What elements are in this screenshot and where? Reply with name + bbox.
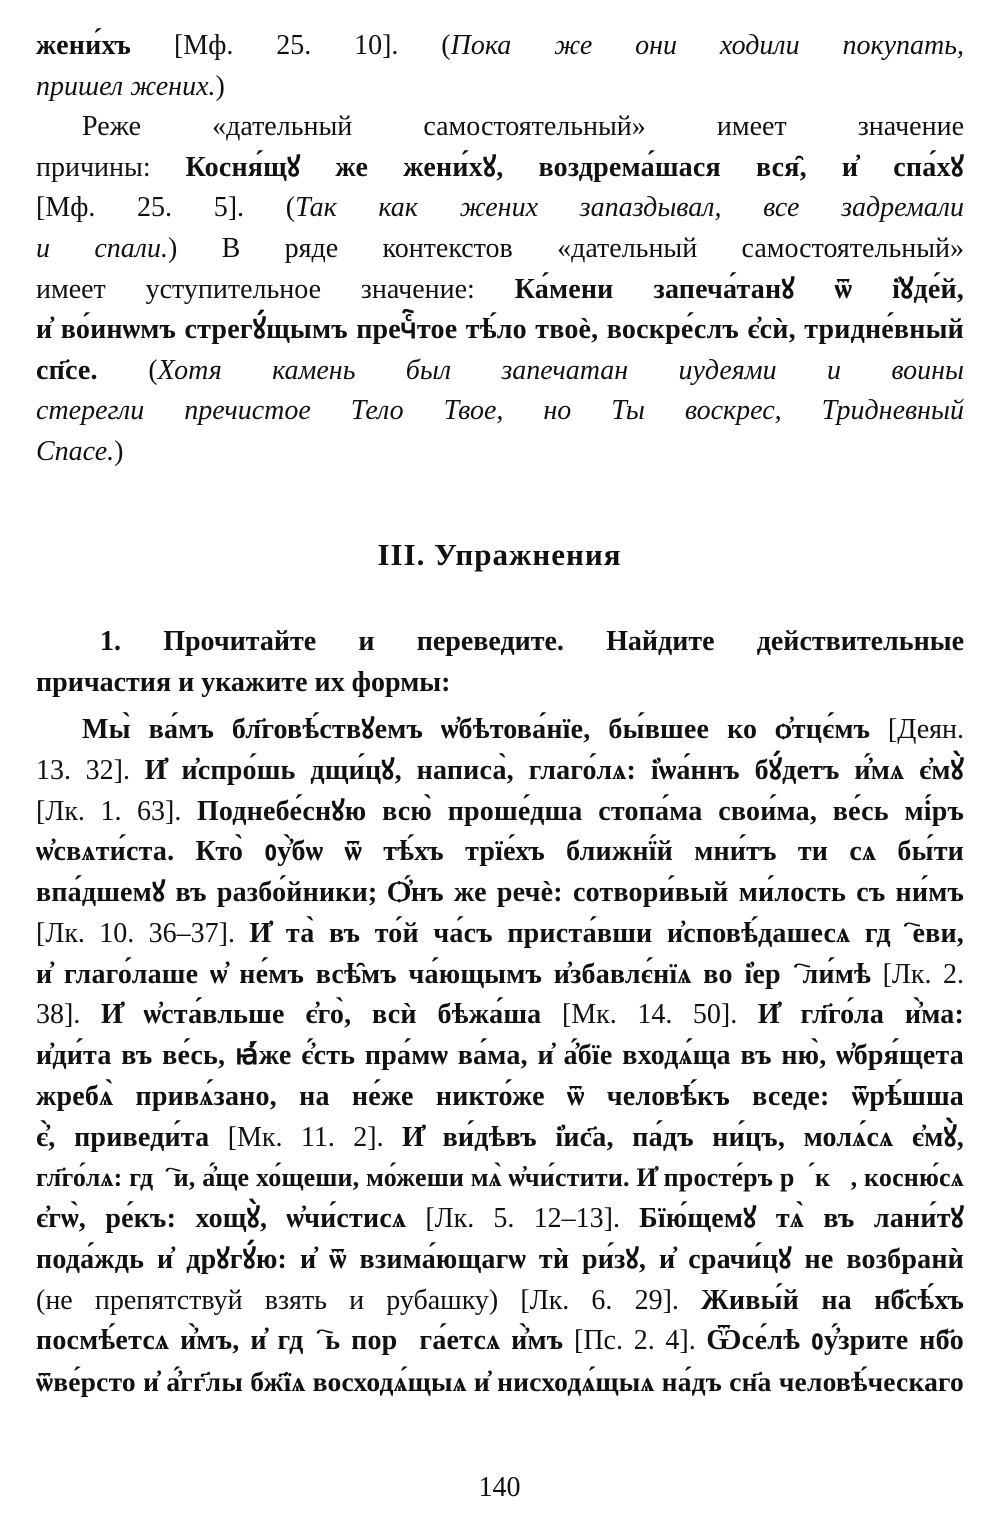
exercise-heading-line: причастия и укажите их формы: [36, 666, 451, 698]
exercise-heading [36, 622, 964, 703]
church-slavonic-fragment: Мы̀ ва́мъ бл҃говѣ́ствꙋемъ ѡ҆бѣтова́нїе, бы́вшее ко ѻ҆тцє́мъ [82, 714, 871, 745]
church-slavonic-fragment: и҆ во́инѡмъ стрегꙋ́щымъ пречⷭ҇тое тѣ́ло твоѐ, воскре́слъ є҆сѝ, тридне́вный [36, 314, 964, 346]
text-line [36, 1118, 964, 1159]
text-fragment: ) В ряде контекстов «дательный самостоятельный» [167, 232, 964, 264]
text-line [36, 1158, 964, 1199]
text-line [36, 914, 964, 955]
text-line [36, 432, 964, 473]
citation: [Мк. 11. 2]. [209, 1121, 403, 1153]
text-line [36, 995, 964, 1036]
citation: [Лк. 2. [871, 958, 965, 990]
exercise-heading-line: 1. Прочитайте и переведите. Найдите действительные [100, 626, 964, 657]
continued-paragraph [36, 26, 964, 473]
church-slavonic-fragment: И҆ ѡ҆ста́вльше є҆го̀, всѝ бѣжа́ша [100, 999, 542, 1031]
text-line [36, 148, 964, 189]
church-slavonic-fragment: ѿве́рсто и҆ а҆́гг҃лы бж҃їѧ восходѧ́щыѧ и҆ нисходѧ́щыѧ на́дъ сн҃а человѣ́ческаго [36, 1366, 964, 1397]
translation-fragment: стерегли пречистое Тело Твое, но Ты воскрес, Тридневный [36, 395, 964, 427]
citation: (не препятствуй взять и рубашку) [Лк. 6. 29]. [36, 1284, 702, 1316]
church-slavonic-fragment: сп҃се. [36, 354, 149, 386]
church-slavonic-fragment: жени́хъ [36, 30, 132, 61]
text-line [36, 710, 964, 751]
translation-fragment: пришел жених. [36, 70, 216, 102]
translation-fragment: Так как жених запаздывал, все задремали [295, 192, 964, 224]
church-slavonic-fragment: жребѧ̀ привѧ́зано, на не́же никто́же ѿ человѣ́къ вседе: ѿрѣ́шша [36, 1080, 964, 1112]
citation: [Мк. 14. 50]. [541, 999, 758, 1031]
text-line [36, 351, 964, 392]
translation-fragment: Спасе. [36, 435, 115, 467]
church-slavonic-fragment: Косня́щꙋ же жени́хꙋ, воздрема́шася вся̑, и҆ спа́хꙋ [185, 151, 964, 183]
section-heading: III. Упражнения [377, 537, 622, 572]
text-line [36, 832, 964, 873]
church-slavonic-fragment: и҆ глаго́лаше ѡ҆ не́мъ всѣ̑мъ ча́ющымъ и҆збавлє́нїѧ во і҆ерⷭ҇ли́мѣ [36, 958, 872, 990]
exercise-text [36, 710, 964, 1403]
citation: [Пс. 2. 4]. [563, 1325, 707, 1357]
text-line [36, 1362, 964, 1403]
text-fragment: [Мф. 25. 5]. ( [36, 192, 296, 224]
church-slavonic-fragment: Бїю́щемꙋ тѧ̀ въ лани́тꙋ [639, 1203, 964, 1234]
church-slavonic-fragment: пода́ждь и҆ дрꙋгꙋ́ю: и҆ ѿ взима́ющагѡ тѝ ри́зꙋ, и҆ срачи́цꙋ не возбранѝ [36, 1243, 964, 1275]
citation: [Деян. [870, 714, 964, 745]
text-fragment: ( [148, 354, 158, 386]
text-line [36, 107, 964, 148]
citation: [Лк. 5. 12–13]. [406, 1203, 640, 1234]
text-line [36, 188, 964, 229]
translation-fragment: и спали. [36, 232, 168, 264]
translation-fragment: Пока же они ходили покупать, [450, 30, 965, 61]
text-line [36, 310, 964, 351]
church-slavonic-fragment: є҆гѡ̀, ре́къ: хощꙋ̀, ѡ҆чи́стисѧ [36, 1203, 407, 1234]
church-slavonic-fragment: Ѿсе́лѣ ᲂу҆́зрите нб҃о [706, 1325, 964, 1357]
text-line [36, 270, 964, 311]
church-slavonic-fragment: впа́дшемꙋ въ разбо́йники; Ѻ҆́нъ же речѐ: сотвори́вый ми́лость съ ни́мъ [36, 877, 964, 908]
text-line [36, 873, 964, 914]
text-line [36, 1077, 964, 1118]
church-slavonic-fragment: Живы́й на нб҃сѣ́хъ [701, 1284, 965, 1316]
text-line [36, 1281, 964, 1322]
text-fragment: Реже «дательный самостоятельный» имеет значение [82, 111, 964, 143]
church-slavonic-fragment: и҆ди́та въ ве́сь, ꙗ҆́же є҆́сть пра́мѡ ва́ма, и҆ а҆́бїе входѧ́ща въ ню̀, ѡ҆бря́щета [36, 1040, 964, 1071]
church-slavonic-fragment: И҆ гл҃го́ла и҆̀ма: [757, 999, 964, 1031]
text-fragment: имеет уступительное значение: [36, 273, 515, 305]
text-line [36, 229, 964, 270]
church-slavonic-fragment: ѡ҆свѧти́ста. Кто̀ ᲂу҆̀бѡ ѿ тѣ́хъ трїе́хъ ближнї́й мни́тъ ти сѧ бы́ти [36, 836, 964, 868]
text-line [36, 751, 964, 792]
church-slavonic-fragment: посмѣ́етсѧ и҆̀мъ, и҆ гдⷭ҇ь порꙋга́етсѧ и҆̀мъ [36, 1325, 564, 1357]
text-line [36, 67, 964, 108]
text-fragment: [Мф. 25. 10]. ( [131, 30, 451, 61]
text-fragment: ) [114, 435, 124, 467]
church-slavonic-fragment: И҆ та̀ въ то́й ча́съ приста́вши и҆сповѣ́дашесѧ гдⷭ҇еви, [249, 917, 964, 949]
citation: 13. 32]. [36, 754, 145, 786]
church-slavonic-fragment: И҆ и҆спро́шь дщи́цꙋ, написа̀, глаго́лѧ: і҆ѡа́ннъ бꙋ́детъ и҆́мѧ є҆мꙋ̀ [144, 754, 964, 786]
church-slavonic-fragment: гл҃го́лѧ: гдⷭ҇и, а҆́ще хо́щеши, мо́жеши мѧ̀ ѡ҆чи́стити. И҆ просте́ръ рꙋ́кꙋ, косню́сѧ [36, 1163, 964, 1193]
church-slavonic-fragment: И҆ ви́дѣвъ і҆ис҃а, па́дъ ни́цъ, молѧ́сѧ є҆мꙋ̀, [402, 1121, 964, 1153]
translation-fragment: Хотя камень был запечатан иудеями и воины [157, 354, 964, 386]
text-line [36, 955, 964, 996]
page-number: 140 [478, 1472, 521, 1503]
text-fragment: причины: [36, 151, 186, 183]
citation: [Лк. 10. 36–37]. [36, 917, 250, 949]
text-line [36, 1240, 964, 1281]
citation: 38]. [36, 999, 101, 1031]
church-slavonic-fragment: є҆̀, приведи́та [36, 1121, 210, 1153]
text-line [36, 1199, 964, 1240]
text-line [36, 1036, 964, 1077]
church-slavonic-fragment: Ка́мени запеча́танꙋ ѿ і҆ꙋде́й, [514, 273, 964, 305]
text-fragment: ) [215, 70, 225, 102]
text-line [36, 26, 964, 67]
text-line [36, 391, 964, 432]
citation: [Лк. 1. 63]. [36, 795, 197, 827]
church-slavonic-fragment: Поднебе́снꙋю всю̀ проше́дша стопа́ма свои́ма, ве́сь мі́ръ [196, 795, 965, 827]
text-line [36, 792, 964, 833]
text-line [36, 1321, 964, 1362]
